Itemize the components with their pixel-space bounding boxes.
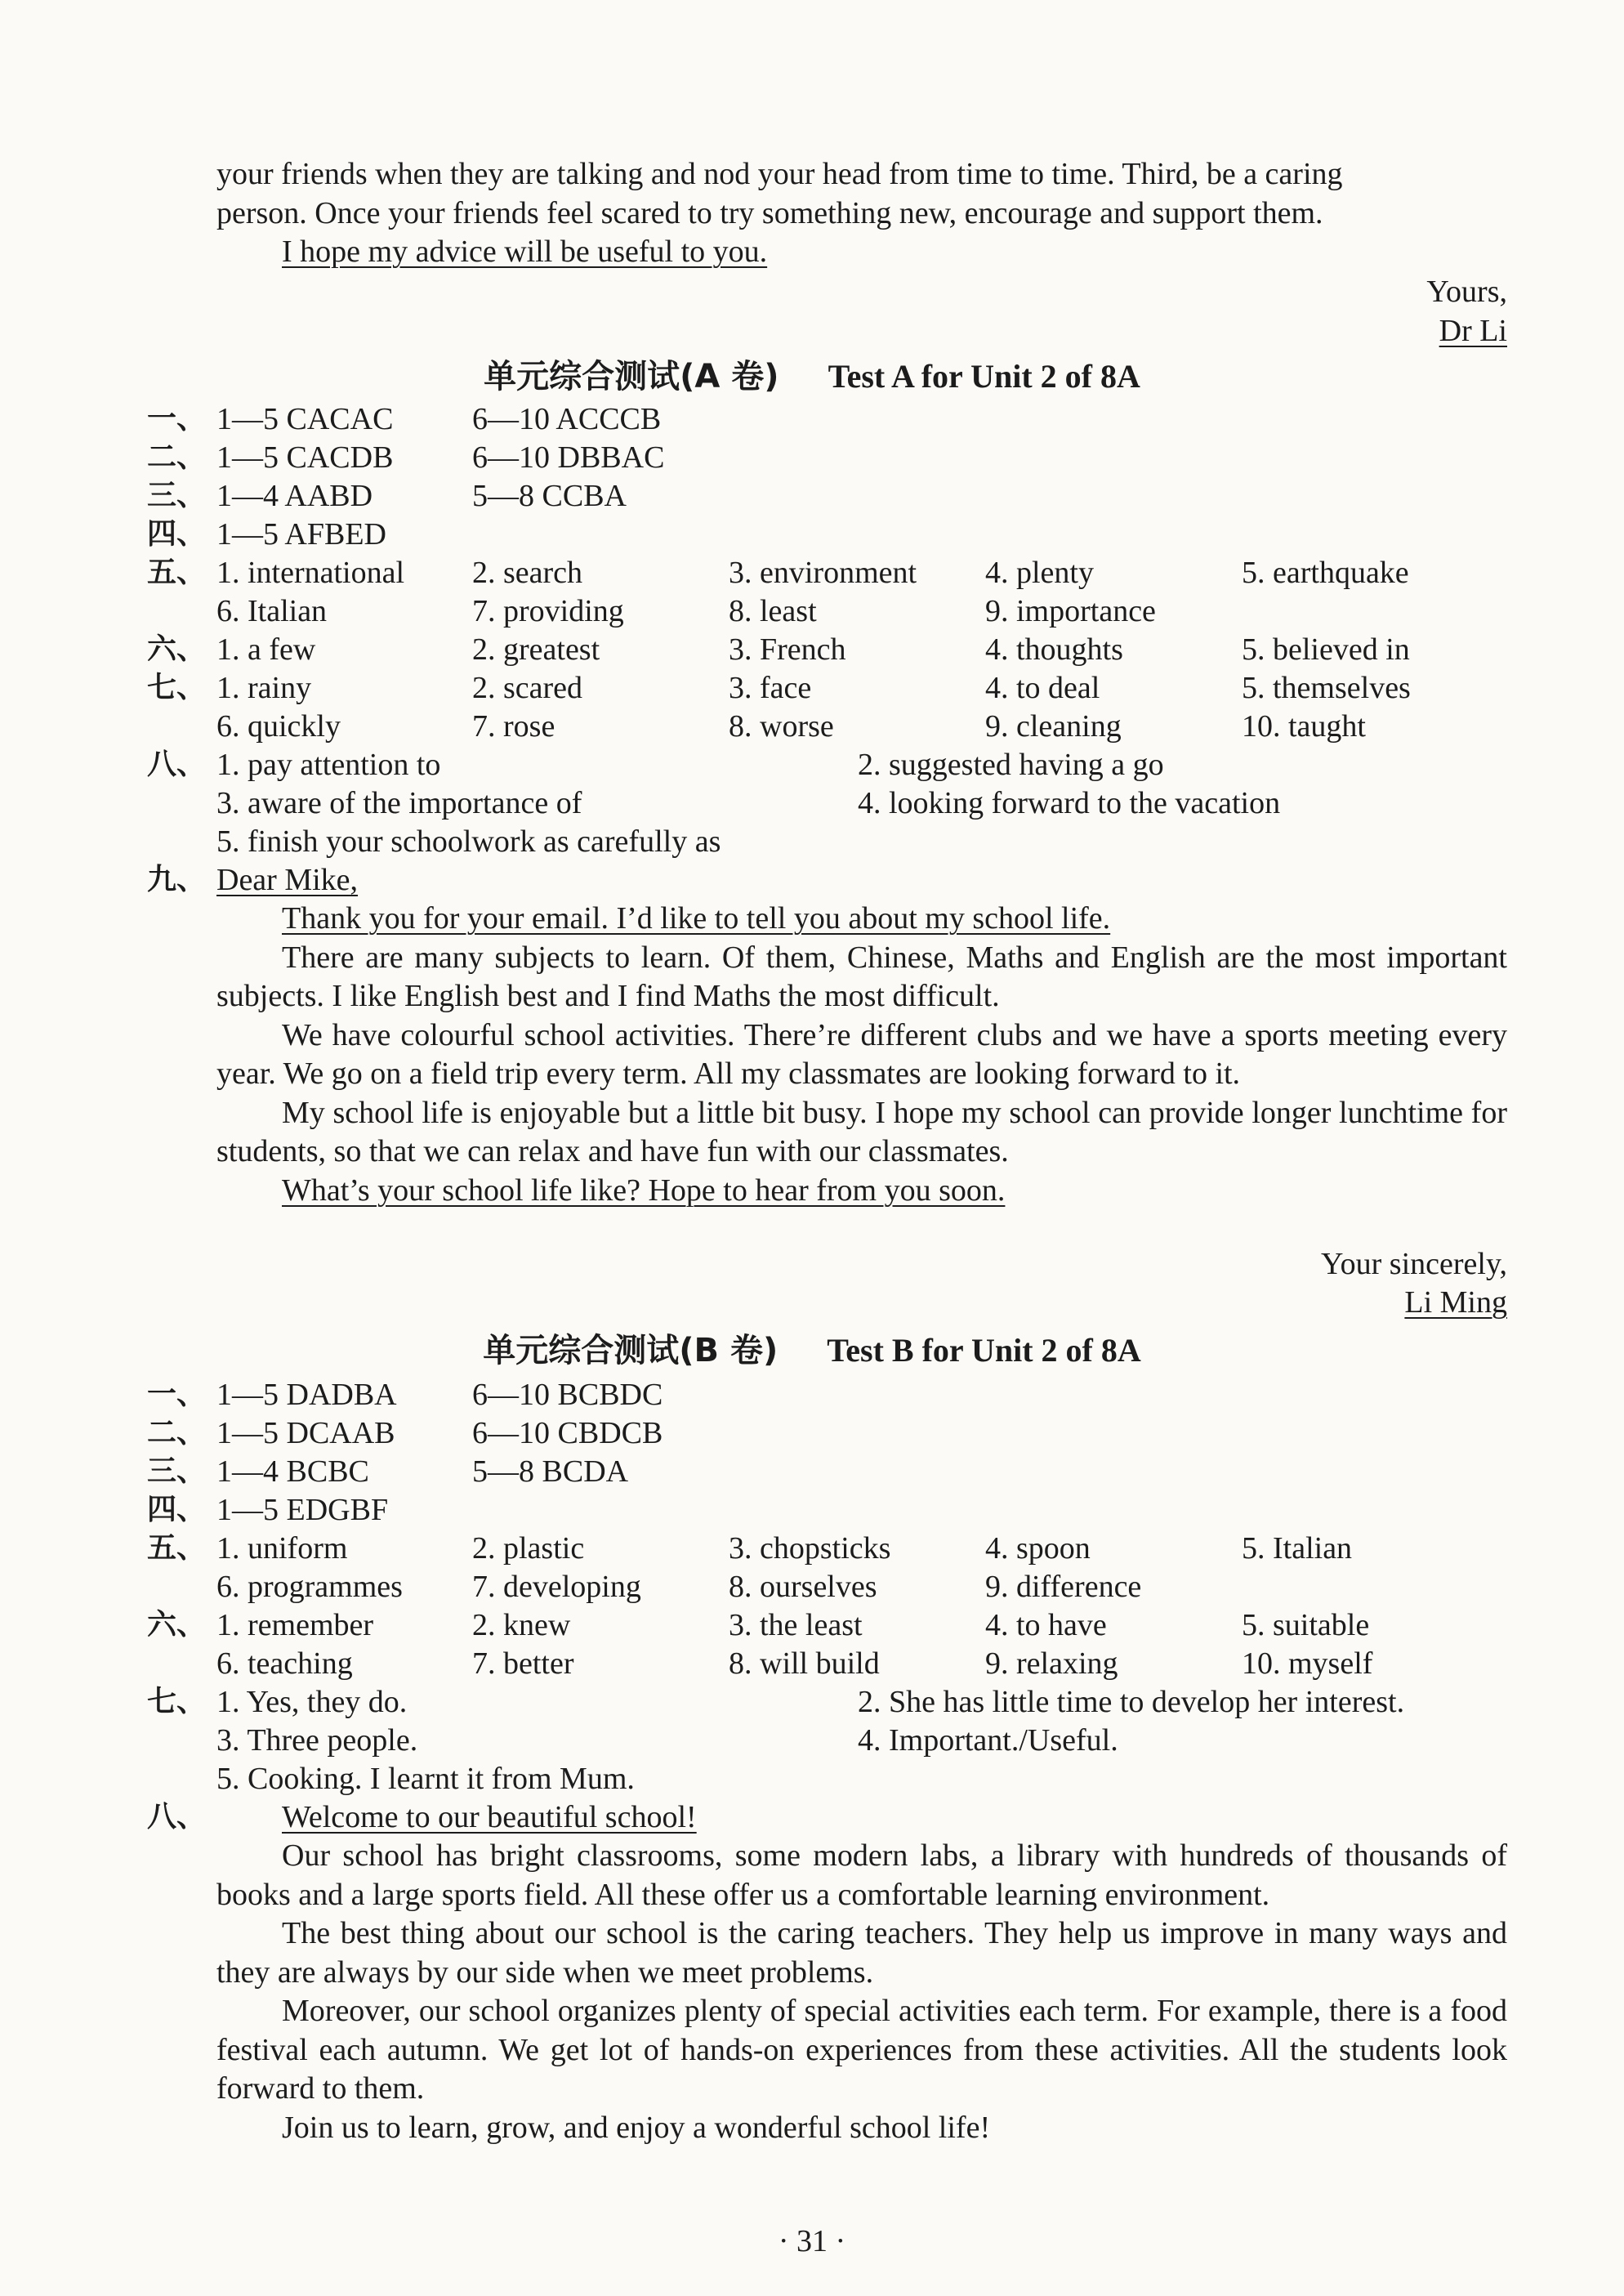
test-a-title-en: Test A for Unit 2 of 8A [828,358,1140,395]
answer-cell: 1. pay attention to [216,748,441,782]
answer-cell: 3. chopsticks [729,1531,891,1566]
answer-cell: 8. worse [729,709,834,744]
answer-cell: 1—5 EDGBF [216,1493,389,1527]
page-number: · 31 · [778,2224,846,2258]
letter-paragraph: We have colourful school activities. There’re different clubs and we have a sports meeting every year. We go on a field trip every term. All my classmates are looking forward to it. [216,1017,1507,1091]
answer-cell: 4. to have [985,1608,1107,1642]
section-number: 七、 [147,1685,207,1718]
answer-cell: 3. French [729,632,846,667]
answer-cell: 6—10 BCBDC [472,1378,663,1412]
section-number: 一、 [147,1378,207,1411]
answer-cell: 8. ourselves [729,1570,877,1604]
answer-cell: 5—8 BCDA [472,1454,629,1489]
answer-cell: 6. programmes [216,1570,403,1604]
letter-greeting: Dear Mike, [216,863,359,897]
answer-cell: 4. thoughts [985,632,1123,667]
answer-cell: 10. myself [1242,1646,1373,1681]
answer-cell: 1. remember [216,1608,374,1642]
answer-cell: 6. quickly [216,709,341,744]
answer-cell: 9. cleaning [985,709,1122,744]
letter-continuation [216,155,1507,272]
answer-cell: 3. Three people. [216,1723,418,1758]
answer-cell: 1. Yes, they do. [216,1685,408,1719]
answer-cell: 4. plenty [985,556,1094,590]
answer-cell: 4. looking forward to the vacation [858,786,1281,820]
section-number: 六、 [147,632,207,666]
answer-cell: 5. themselves [1242,671,1411,705]
section-number: 九、 [147,863,207,896]
letter-body [216,900,1507,1210]
answer-cell: 4. to deal [985,671,1100,705]
answer-cell: 5. Italian [1242,1531,1353,1566]
answer-cell: 5. suitable [1242,1608,1370,1642]
closing-line: I hope my advice will be useful to you. [282,235,768,269]
test-b-title [0,1330,1624,1371]
letter-signature: Li Ming [1404,1285,1507,1320]
answer-cell: 3. environment [729,556,917,590]
section-number: 二、 [147,1416,207,1450]
answer-cell: 2. search [472,556,583,590]
essay-paragraph: Our school has bright classrooms, some modern labs, a library with hundreds of thousands of books and a large sports field. All these offer us a comfortable learning environment. [216,1838,1507,1912]
section-number: 五、 [147,1531,207,1565]
answer-cell: 10. taught [1242,709,1366,744]
section-number: 六、 [147,1608,207,1642]
answer-cell: 4. Important./Useful. [858,1723,1118,1758]
section-number: 七、 [147,671,207,704]
letter-signoff: Your sincerely, [1321,1247,1507,1281]
answer-cell: 7. better [472,1646,574,1681]
answer-cell: 1. international [216,556,405,590]
answer-cell: 1. rainy [216,671,312,705]
answer-cell: 1—5 AFBED [216,517,386,552]
essay-title: Welcome to our beautiful school! [282,1800,697,1834]
answer-cell: 8. least [729,594,817,628]
section-number: 四、 [147,517,207,551]
answer-cell: 6—10 DBBAC [472,440,665,475]
answer-cell: 1—5 DCAAB [216,1416,395,1450]
answer-cell: 3. aware of the importance of [216,786,582,820]
answer-cell: 1—5 CACAC [216,402,394,436]
answer-cell: 4. spoon [985,1531,1091,1566]
test-a-title [0,356,1624,397]
answer-cell: 6—10 CBDCB [472,1416,663,1450]
answer-cell: 7. developing [472,1570,641,1604]
signoff-yours: Yours, [1426,275,1507,309]
section-number: 四、 [147,1493,207,1526]
letter-paragraph: There are many subjects to learn. Of them, Chinese, Maths and English are the most important subjects. I like English best and I find Maths the most difficult. [216,940,1507,1013]
section-number: 二、 [147,440,207,474]
answer-cell: 9. relaxing [985,1646,1118,1681]
answer-cell: 3. the least [729,1608,863,1642]
answer-cell: 2. suggested having a go [858,748,1164,782]
answer-cell: 6. Italian [216,594,328,628]
section-number: 八、 [147,748,207,781]
answer-cell: 2. She has little time to develop her interest. [858,1685,1405,1719]
answer-cell: 6—10 ACCCB [472,402,662,436]
essay-paragraph: Moreover, our school organizes plenty of special activities each term. For example, there is a food festival each autumn. We get lot of hands-on experiences from these activities. All the students look forward to them. [216,1994,1507,2106]
answer-cell: 5. Cooking. I learnt it from Mum. [216,1762,635,1796]
essay-body [216,1837,1507,2147]
answer-cell: 1—5 DADBA [216,1378,397,1412]
section-number: 三、 [147,1454,207,1488]
essay-paragraph: The best thing about our school is the caring teachers. They help us improve in many ways and they are always by our side when we meet problems. [216,1916,1507,1990]
answer-cell: 6. teaching [216,1646,353,1681]
answer-cell: 1—4 AABD [216,479,373,513]
section-number: 三、 [147,479,207,512]
answer-cell: 2. greatest [472,632,600,667]
section-number: 一、 [147,402,207,436]
text-line: your friends when they are talking and nod your head from time to time. Third, be a caring [216,157,1343,191]
answer-cell: 2. knew [472,1608,571,1642]
answer-cell: 2. plastic [472,1531,585,1566]
answer-cell: 7. rose [472,709,555,744]
test-a-title-cn: 单元综合测试(A 卷) [484,358,779,395]
answer-cell: 1. a few [216,632,316,667]
essay-paragraph: Join us to learn, grow, and enjoy a wonderful school life! [282,2110,991,2145]
text-line: person. Once your friends feel scared to try something new, encourage and support them. [216,195,1323,230]
answer-cell: 5. earthquake [1242,556,1409,590]
section-number: 五、 [147,556,207,589]
section-number: 八、 [147,1800,207,1834]
answer-cell: 9. importance [985,594,1156,628]
answer-cell: 9. difference [985,1570,1142,1604]
test-b-title-en: Test B for Unit 2 of 8A [827,1332,1141,1369]
signoff-name: Dr Li [1439,314,1507,348]
answer-cell: 7. providing [472,594,624,628]
answer-cell: 8. will build [729,1646,880,1681]
answer-cell: 5. believed in [1242,632,1410,667]
answer-cell: 2. scared [472,671,583,705]
answer-cell: 5. finish your schoolwork as carefully as [216,824,721,859]
letter-paragraph: My school life is enjoyable but a little bit busy. I hope my school can provide longer lunchtime for students, so that we can relax and have fun with our classmates. [216,1095,1507,1168]
answer-cell: 5—8 CCBA [472,479,627,513]
letter-closing: What’s your school life like? Hope to hear from you soon. [282,1173,1006,1208]
answer-cell: 1. uniform [216,1531,348,1566]
test-b-title-cn: 单元综合测试(B 卷) [483,1332,779,1369]
answer-cell: 1—4 BCBC [216,1454,369,1489]
letter-opening: Thank you for your email. I’d like to tell you about my school life. [282,901,1111,936]
answer-cell: 1—5 CACDB [216,440,394,475]
answer-cell: 3. face [729,671,812,705]
